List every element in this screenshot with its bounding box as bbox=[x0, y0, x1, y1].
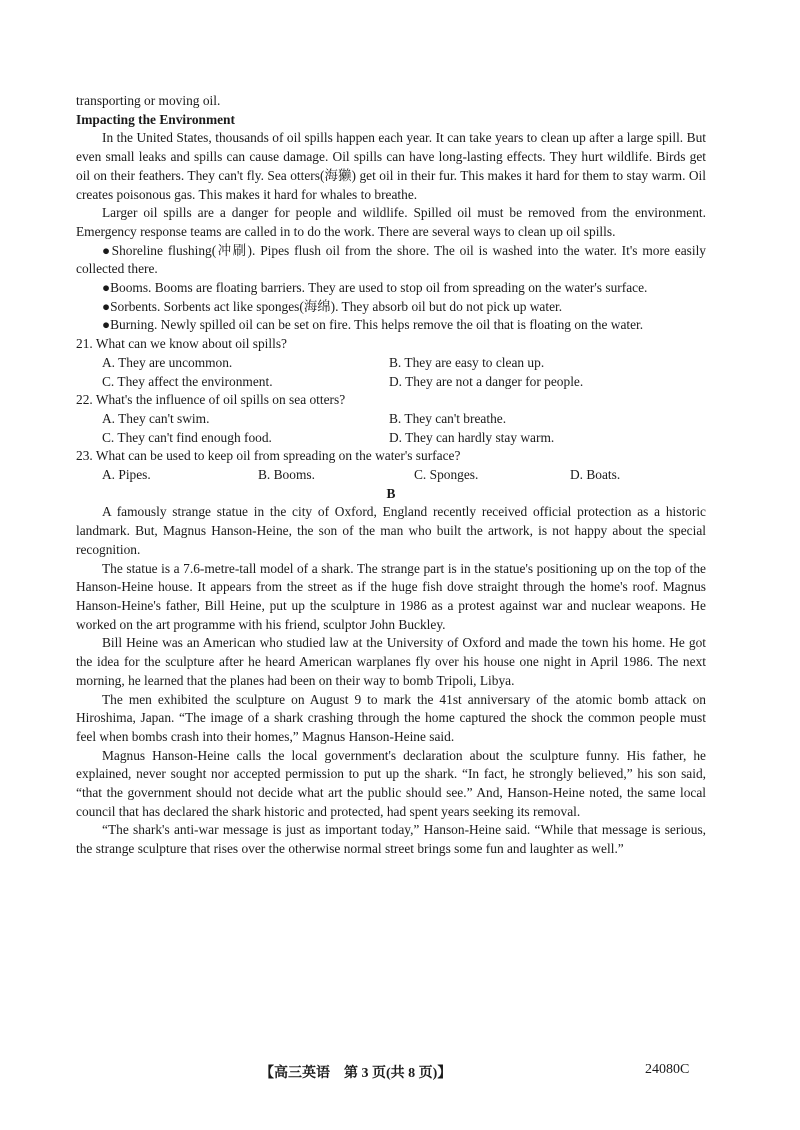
question-stem: 23. What can be used to keep oil from spreading on the water's surface? bbox=[76, 448, 461, 464]
bullet-item: ●Booms. Booms are floating barriers. They are used to stop oil from spreading on the water's surface. bbox=[102, 280, 648, 296]
passage-b-paragraph: Magnus Hanson-Heine calls the local government's declaration about the sculpture funny. His father, he explained, never sought nor accepted permission to put up the shark. “In fact, he strongly believed,” his son said, “that the government should not decide what art the public should see.” And, Hanson-Heine noted, the same local council that has declared the shark historic and protected, had spent years seeking its removal. bbox=[76, 747, 706, 819]
exam-code: 24080C bbox=[645, 1062, 690, 1077]
option-a: A. They are uncommon. bbox=[102, 354, 233, 370]
passage-a-lead: transporting or moving oil. bbox=[76, 93, 221, 108]
bullet-item: ●Sorbents. Sorbents act like sponges(海绵). They absorb oil but do not pick up water. bbox=[102, 298, 563, 314]
option-row bbox=[76, 354, 706, 373]
passage-b-paragraph: “The shark's anti-war message is just as important today,” Hanson-Heine said. “While that message is serious, the strange sculpture that rises over the otherwise normal street brings some fun and laughter as well.” bbox=[76, 822, 706, 857]
passage-a-paragraph: In the United States, thousands of oil spills happen each year. It can take years to clean up after a large spill. But even small leaks and spills can cause damage. Oil spills can have long-lasting effects. They hurt wildlife. Birds get oil on their feathers. They can't fly. Sea otters(海獭) get oil in their fur. This makes it hard for them to stay warm. Oil creates poisonous gas. This makes it hard for whales to breathe. bbox=[76, 130, 706, 202]
page-content bbox=[76, 92, 706, 859]
option-row bbox=[76, 429, 706, 448]
option-c: C. Sponges. bbox=[414, 467, 479, 483]
passage-b-paragraph: A famously strange statue in the city of Oxford, England recently received official protection as a historic landmark. But, Magnus Hanson-Heine, the son of the man who built the artwork, is not happy about the special recognition. bbox=[76, 504, 706, 557]
passage-b-paragraph: The men exhibited the sculpture on August 9 to mark the 41st anniversary of the atomic bomb attack on Hiroshima, Japan. “The image of a shark crashing through the home captured the shock the common people must feel when bombs crash into their homes,” Magnus Hanson-Heine said. bbox=[76, 691, 706, 744]
option-row bbox=[76, 466, 706, 485]
question-22 bbox=[76, 391, 706, 447]
option-a: A. Pipes. bbox=[102, 467, 151, 483]
passage-a-paragraph: Larger oil spills are a danger for people and wildlife. Spilled oil must be removed from the environment. Emergency response teams are called in to do the work. There are several ways to clean up oil spills. bbox=[76, 205, 706, 239]
option-a: A. They can't swim. bbox=[102, 410, 210, 426]
question-stem: 22. What's the influence of oil spills on sea otters? bbox=[76, 392, 346, 408]
option-d: D. Boats. bbox=[570, 467, 621, 483]
option-c: C. They affect the environment. bbox=[102, 373, 273, 389]
passage-b-paragraph: Bill Heine was an American who studied law at the University of Oxford and made the town his home. He got the idea for the sculpture after he heard American warplanes fly over his house one night in April 1986. The next morning, he learned that the planes had been on their way to bomb Tripoli, Libya. bbox=[76, 635, 706, 688]
bullet-item: ●Burning. Newly spilled oil can be set on fire. This helps remove the oil that is floating on the water. bbox=[102, 317, 644, 333]
section-heading: Impacting the Environment bbox=[76, 111, 235, 127]
option-row bbox=[76, 373, 706, 392]
passage-b-paragraph: The statue is a 7.6-metre-tall model of a shark. The strange part is in the statue's positioning up on the top of the Hanson-Heine house. It appears from the street as if the huge fish dove straight through the home's roof. Magnus Hanson-Heine's father, Bill Heine, put up the sculpture in 1986 as a protest against war and nuclear weapons. He worked on the art programme with his friend, sculptor John Buckley. bbox=[76, 560, 706, 632]
question-21 bbox=[76, 335, 706, 391]
option-b: B. They are easy to clean up. bbox=[389, 354, 545, 370]
question-23 bbox=[76, 447, 706, 484]
option-b: B. They can't breathe. bbox=[389, 410, 507, 426]
section-b-letter: B bbox=[386, 485, 396, 501]
option-row bbox=[76, 410, 706, 429]
page-footer bbox=[0, 1062, 800, 1084]
bullet-item: ●Shoreline flushing(冲刷). Pipes flush oil from the shore. The oil is washed into the water. It's more easily collected there. bbox=[76, 242, 706, 277]
option-c: C. They can't find enough food. bbox=[102, 429, 272, 445]
option-d: D. They can hardly stay warm. bbox=[389, 429, 555, 445]
option-d: D. They are not a danger for people. bbox=[389, 373, 584, 389]
footer-title: 【高三英语 第 3 页(共 8 页)】 bbox=[260, 1066, 452, 1081]
option-b: B. Booms. bbox=[258, 467, 315, 483]
question-stem: 21. What can we know about oil spills? bbox=[76, 336, 287, 352]
